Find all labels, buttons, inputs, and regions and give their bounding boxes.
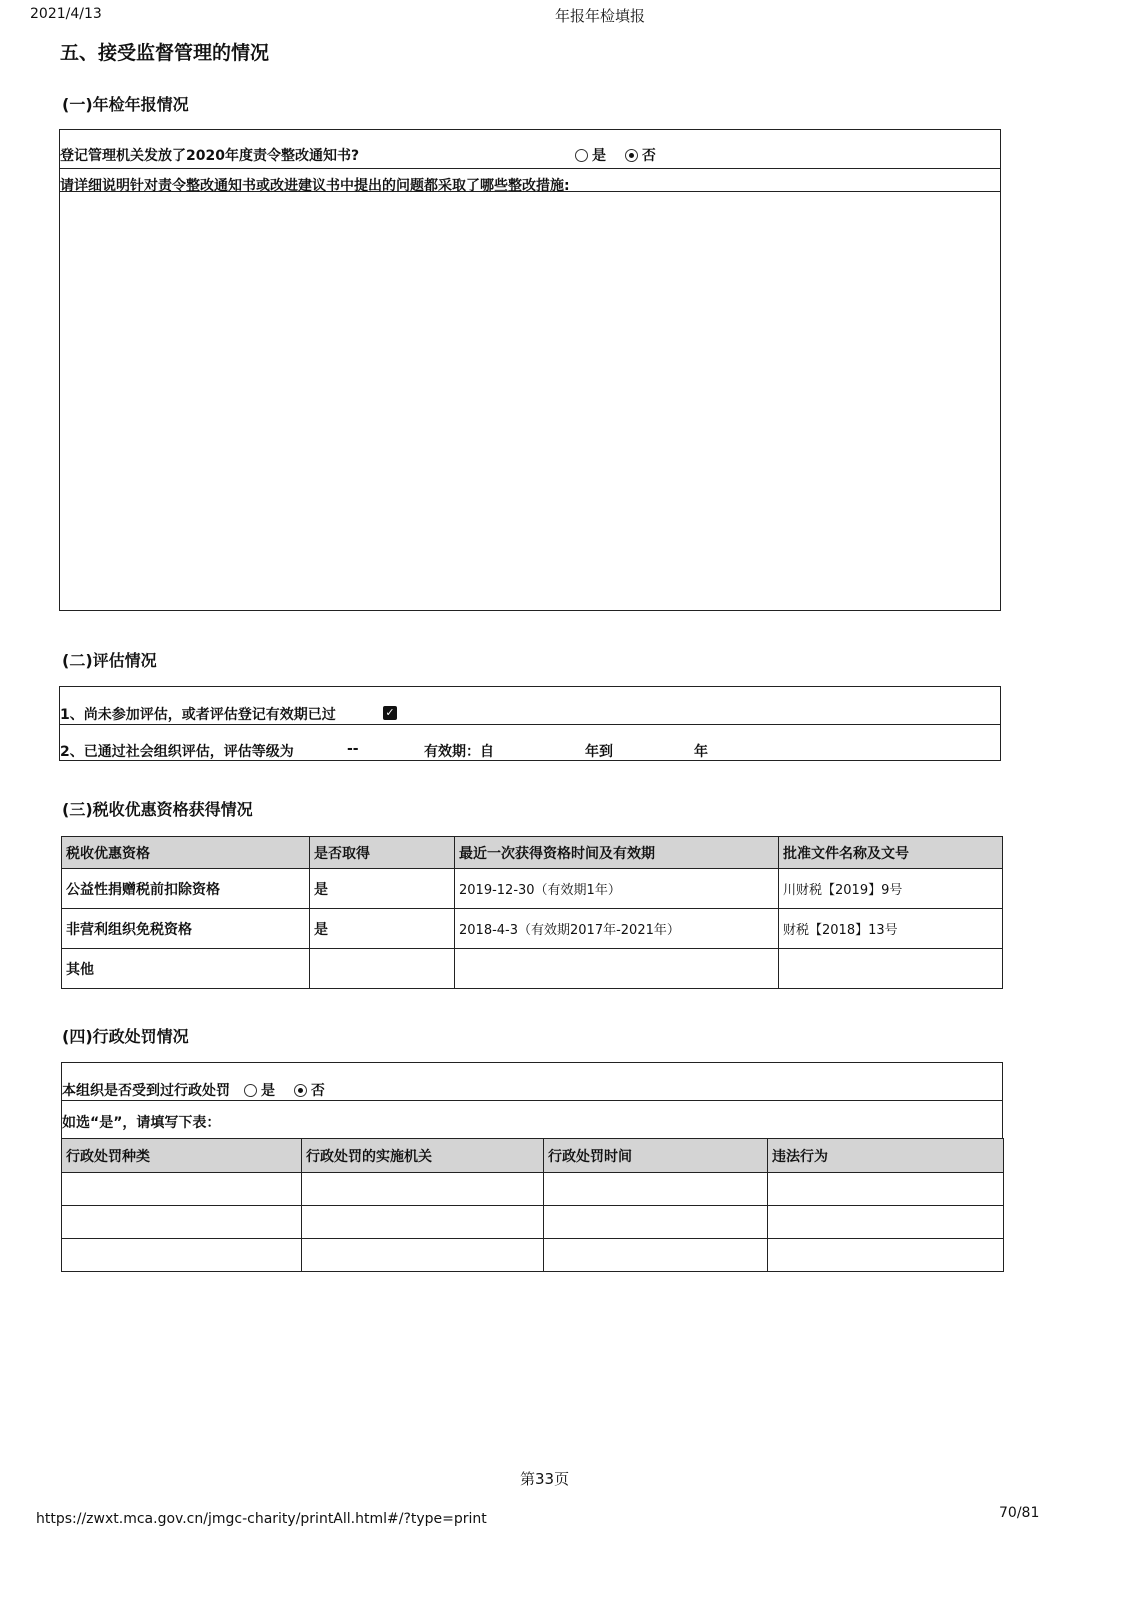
- penalty-note: 如选“是”，请填写下表：: [62, 1115, 221, 1131]
- rectification-yes-option[interactable]: 是: [575, 148, 606, 164]
- tax-obtained-cell[interactable]: 是: [310, 869, 455, 909]
- penalty-question: 本组织是否受到过行政处罚: [62, 1083, 230, 1099]
- tax-col-header: 是否取得: [310, 837, 455, 869]
- tax-col-header: 批准文件名称及文号: [779, 837, 1003, 869]
- tax-obtained-cell[interactable]: [310, 949, 455, 989]
- rectification-no-option[interactable]: 否: [625, 148, 656, 164]
- radio-no-selected-icon[interactable]: [294, 1084, 307, 1097]
- tax-qualification-cell: 公益性捐赠税前扣除资格: [62, 869, 310, 909]
- annual-inspection-heading: (一)年检年报情况: [62, 95, 189, 114]
- tax-document-cell[interactable]: [779, 949, 1003, 989]
- penalty-cell[interactable]: [768, 1206, 1004, 1239]
- penalty-header-row: [62, 1139, 1004, 1173]
- penalty-col-header: 行政处罚时间: [544, 1139, 768, 1173]
- table-row: [62, 869, 1003, 909]
- evaluation-item-2: 2、已通过社会组织评估，评估等级为: [60, 744, 294, 760]
- print-page-count: 70/81: [999, 1505, 1040, 1521]
- penalty-yes-option[interactable]: 是: [244, 1083, 275, 1099]
- table-row: [62, 909, 1003, 949]
- rectification-radio-group: [575, 145, 656, 165]
- tax-document-cell[interactable]: 川财税【2019】9号: [779, 869, 1003, 909]
- table-row: [62, 1206, 1004, 1239]
- print-date: 2021/4/13: [30, 6, 102, 22]
- measures-textarea[interactable]: [62, 194, 998, 608]
- penalty-cell[interactable]: [544, 1173, 768, 1206]
- penalty-cell[interactable]: [62, 1206, 302, 1239]
- evaluation-heading: (二)评估情况: [62, 651, 157, 670]
- tax-date-cell[interactable]: 2019-12-30（有效期1年）: [455, 869, 779, 909]
- print-url: https://zwxt.mca.gov.cn/jmgc-charity/printAll.html#/?type=print: [36, 1511, 487, 1527]
- tax-heading: (三)税收优惠资格获得情况: [62, 800, 253, 819]
- tax-qualification-cell: 其他: [62, 949, 310, 989]
- tax-qualification-cell: 非营利组织免税资格: [62, 909, 310, 949]
- penalty-col-header: 违法行为: [768, 1139, 1004, 1173]
- penalty-cell[interactable]: [768, 1239, 1004, 1272]
- penalty-no-option[interactable]: 否: [294, 1083, 325, 1099]
- tax-obtained-cell[interactable]: 是: [310, 909, 455, 949]
- penalty-table: [61, 1138, 1004, 1272]
- tax-header-row: [62, 837, 1003, 869]
- evaluation-checkbox-checked-icon[interactable]: ✓: [383, 706, 397, 720]
- print-title: 年报年检填报: [555, 7, 646, 25]
- measures-label: 请详细说明针对责令整改通知书或改进建议书中提出的问题都采取了哪些整改措施:: [60, 178, 570, 194]
- penalty-col-header: 行政处罚的实施机关: [302, 1139, 544, 1173]
- table-row: [62, 949, 1003, 989]
- tax-date-cell[interactable]: 2018-4-3（有效期2017年-2021年）: [455, 909, 779, 949]
- page-number: 第33页: [520, 1470, 570, 1488]
- penalty-heading: (四)行政处罚情况: [62, 1027, 189, 1046]
- annual-inspection-box: [59, 129, 1001, 611]
- radio-no-selected-icon[interactable]: [625, 149, 638, 162]
- table-row: [62, 1173, 1004, 1206]
- rectification-question: 登记管理机关发放了2020年度责令整改通知书?: [60, 148, 360, 164]
- penalty-cell[interactable]: [62, 1173, 302, 1206]
- section-title: 五、接受监督管理的情况: [60, 42, 270, 64]
- evaluation-box: [59, 686, 1001, 761]
- penalty-radio-group: [244, 1080, 325, 1100]
- validity-label: 有效期：自: [424, 744, 494, 760]
- table-row: [62, 1239, 1004, 1272]
- penalty-cell[interactable]: [62, 1239, 302, 1272]
- radio-yes-icon[interactable]: [244, 1084, 257, 1097]
- validity-year-end: 年: [694, 744, 708, 760]
- tax-col-header: 最近一次获得资格时间及有效期: [455, 837, 779, 869]
- penalty-cell[interactable]: [302, 1173, 544, 1206]
- penalty-cell[interactable]: [768, 1173, 1004, 1206]
- evaluation-item-1: 1、尚未参加评估，或者评估登记有效期已过: [60, 707, 336, 723]
- penalty-cell[interactable]: [302, 1206, 544, 1239]
- validity-year-to: 年到: [585, 744, 613, 760]
- radio-yes-icon[interactable]: [575, 149, 588, 162]
- penalty-col-header: 行政处罚种类: [62, 1139, 302, 1173]
- penalty-cell[interactable]: [544, 1206, 768, 1239]
- tax-table: [61, 836, 1003, 989]
- tax-col-header: 税收优惠资格: [62, 837, 310, 869]
- tax-document-cell[interactable]: 财税【2018】13号: [779, 909, 1003, 949]
- penalty-cell[interactable]: [302, 1239, 544, 1272]
- penalty-box: [61, 1062, 1003, 1138]
- evaluation-grade: --: [347, 741, 359, 757]
- penalty-cell[interactable]: [544, 1239, 768, 1272]
- tax-date-cell[interactable]: [455, 949, 779, 989]
